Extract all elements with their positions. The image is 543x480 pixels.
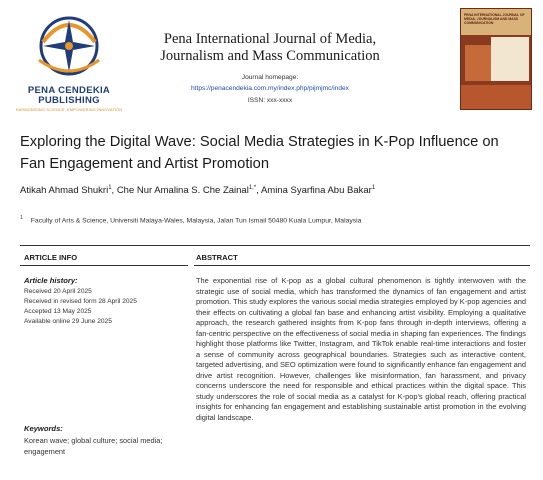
history-item: Available online 29 June 2025 [24, 318, 112, 325]
history-item: Received in revised form 28 April 2025 [24, 298, 137, 305]
abstract-divider [194, 265, 530, 266]
author-name: Amina Syarfina Abu Bakar [260, 185, 372, 197]
info-divider [20, 265, 188, 266]
affiliation-sup: 1 [20, 215, 23, 221]
journal-title-line1: Pena International Journal of Media, [163, 31, 377, 47]
author-list: Atikah Ahmad Shukri$^1$, Che Nur Amalina S. Che Zainal$^{1,*}$, Amina Syarfina Abu Bakar$^1$ [20, 185, 376, 197]
journal-cover-image [460, 8, 532, 110]
publisher-name-line1: PENA CENDEKIA [27, 85, 111, 96]
publisher-name [8, 86, 130, 106]
publisher-tagline: HARMONISING SCIENCE, EMPOWERING INNOVATION [15, 108, 123, 112]
article-title-line1: Exploring the Digital Wave: Social Media Strategies in K-Pop Influence on [20, 134, 499, 150]
author-sup: 1 [108, 185, 112, 191]
affiliation [20, 215, 530, 224]
article-title-line2: Fan Engagement and Artist Promotion [20, 156, 270, 172]
affiliation-text: Faculty of Arts & Science, Universiti Malaya-Wales, Malaysia, Jalan Tun Ismail 50480 Kuala Lumpur, Malaysia [30, 217, 362, 225]
abstract-text: The exponential rise of K-pop as a global cultural phenomenon is tightly interwoven with the strategic use of social media, which has transformed the dynamics of fan engagement and artist promotion. This study explores the various social media strategies employed by K-pop agencies and their effects on cultivating a global fan base and enhancing artist visibility. Employing a qualitative approach, the research gathered insights from K-pop fans through in-depth interviews, offering a fan-centric perspective on the effectiveness of social media in shaping fan experiences. The findings highlight those platforms like Twitter, Instagram, and TikTok enable real-time interactions and foster a sense of community across geographical boundaries. Strategies such as interactive content, targeted advertising, and SEO optimization were found to significantly enhance fan engagement and drive artist recognition. However, challenges like misinformation, fan harassment, and privacy concerns underscore the need for responsible and ethical practices within the digital space. This study underscores the role of social media as a catalyst for K-pop's global reach, offering practical insights for enhancing fan engagement and establishing sustainable artist promotion in the evolving digital landscape. [196, 276, 526, 422]
history-item: Accepted 13 May 2025 [24, 308, 92, 315]
publisher-logo[interactable] [8, 10, 130, 110]
author-name: Che Nur Amalina S. Che Zainal [116, 185, 249, 197]
abstract-heading: ABSTRACT [196, 253, 238, 262]
author-sup: 1 [371, 185, 376, 191]
history-item: Received 20 April 2025 [24, 288, 92, 295]
article-title [20, 131, 530, 175]
keywords-text: Korean wave; global culture; social media; engagement [24, 436, 163, 456]
history-list [24, 287, 186, 327]
issn-label: ISSN: xxx-xxxx [247, 97, 293, 104]
journal-title-line2: Journalism and Mass Communication [160, 48, 380, 64]
top-divider [20, 245, 530, 246]
author-name: Atikah Ahmad Shukri [20, 185, 109, 197]
cover-title: PENA INTERNATIONAL JOURNAL OF MEDIA, JOURNALISM AND MASS COMMUNICATION [464, 13, 525, 26]
compass-emblem-icon [35, 12, 103, 84]
publisher-name-line2: PUBLISHING [38, 95, 100, 106]
homepage-link[interactable]: https://penacendekia.com.my/index.php/pijmjmc/index [191, 85, 349, 92]
article-info-heading: ARTICLE INFO [24, 253, 78, 262]
history-label: Article history: [24, 276, 78, 285]
keywords-label: Keywords: [24, 424, 63, 433]
journal-title [130, 31, 410, 65]
journal-header [0, 0, 543, 112]
homepage-label: Journal homepage: [241, 74, 299, 81]
author-sup: 1,* [248, 185, 257, 191]
